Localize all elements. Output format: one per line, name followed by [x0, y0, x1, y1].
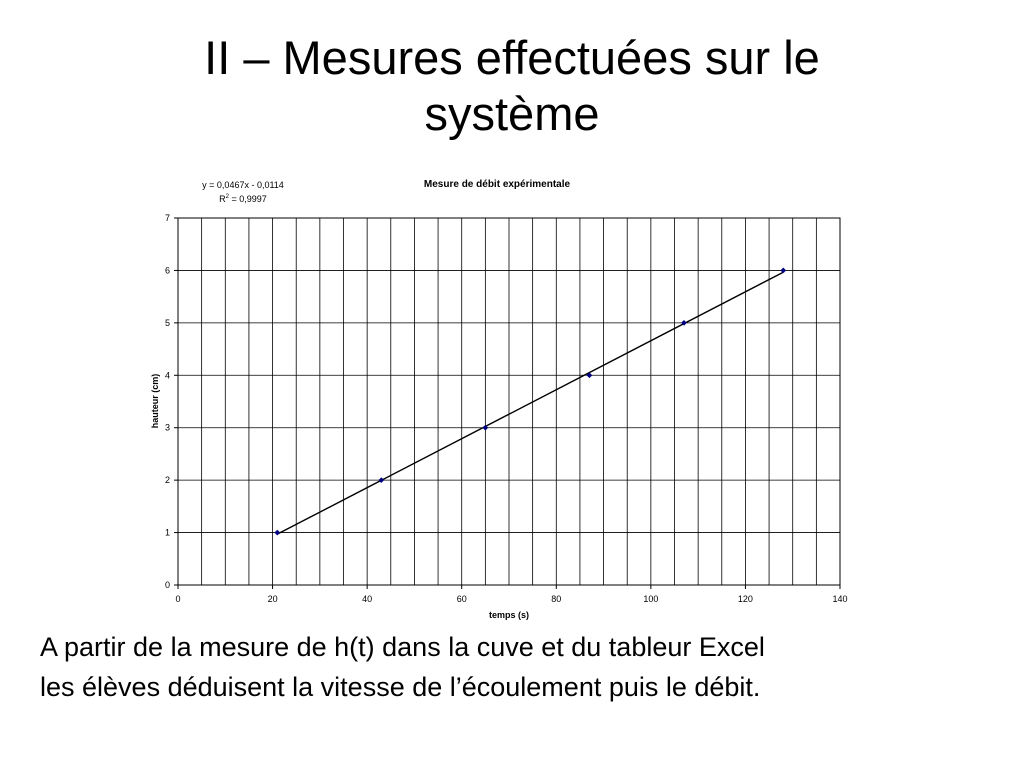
x-tick-label: 40	[362, 594, 373, 604]
y-tick-label: 5	[164, 317, 170, 328]
x-tick-label: 120	[737, 594, 753, 604]
y-tick-label: 4	[164, 370, 170, 381]
r2-prefix: R	[219, 194, 226, 204]
x-tick-label: 0	[175, 594, 181, 604]
y-tick-label: 3	[164, 422, 170, 433]
x-tick-label: 140	[832, 594, 848, 604]
slide-title-line-2: système	[424, 87, 600, 140]
slide-body-text	[40, 627, 990, 707]
body-line-1: A partir de la mesure de h(t) dans la cuve et du tableur Excel	[40, 632, 765, 662]
trendline-r2	[219, 194, 267, 204]
chart-title: Mesure de débit expérimentale	[423, 179, 571, 190]
x-tick-label: 20	[267, 594, 278, 604]
x-axis-label: temps (s)	[488, 610, 530, 620]
x-tick-label: 80	[551, 594, 562, 604]
data-series	[275, 268, 786, 535]
y-tick-label: 7	[164, 213, 170, 223]
r2-suffix: = 0,9997	[229, 194, 267, 204]
body-line-2: les élèves déduisent la vitesse de l’écoulement puis le débit.	[40, 672, 761, 702]
x-tick-label: 100	[643, 594, 659, 604]
trendline-equation: y = 0,0467x - 0,0114	[202, 180, 284, 190]
y-axis-label: hauteur (cm)	[150, 373, 160, 429]
y-tick-label: 6	[164, 265, 170, 276]
x-tick-label: 60	[456, 594, 467, 604]
trendline	[277, 272, 783, 534]
data-point	[275, 530, 280, 535]
data-point	[781, 268, 786, 273]
slide-title-line-1: II – Mesures effectuées sur le	[204, 31, 820, 84]
y-tick-label: 0	[164, 580, 170, 590]
y-tick-label: 1	[164, 527, 170, 538]
y-tick-label: 2	[164, 475, 170, 486]
r2-exponent: 2	[225, 194, 230, 200]
